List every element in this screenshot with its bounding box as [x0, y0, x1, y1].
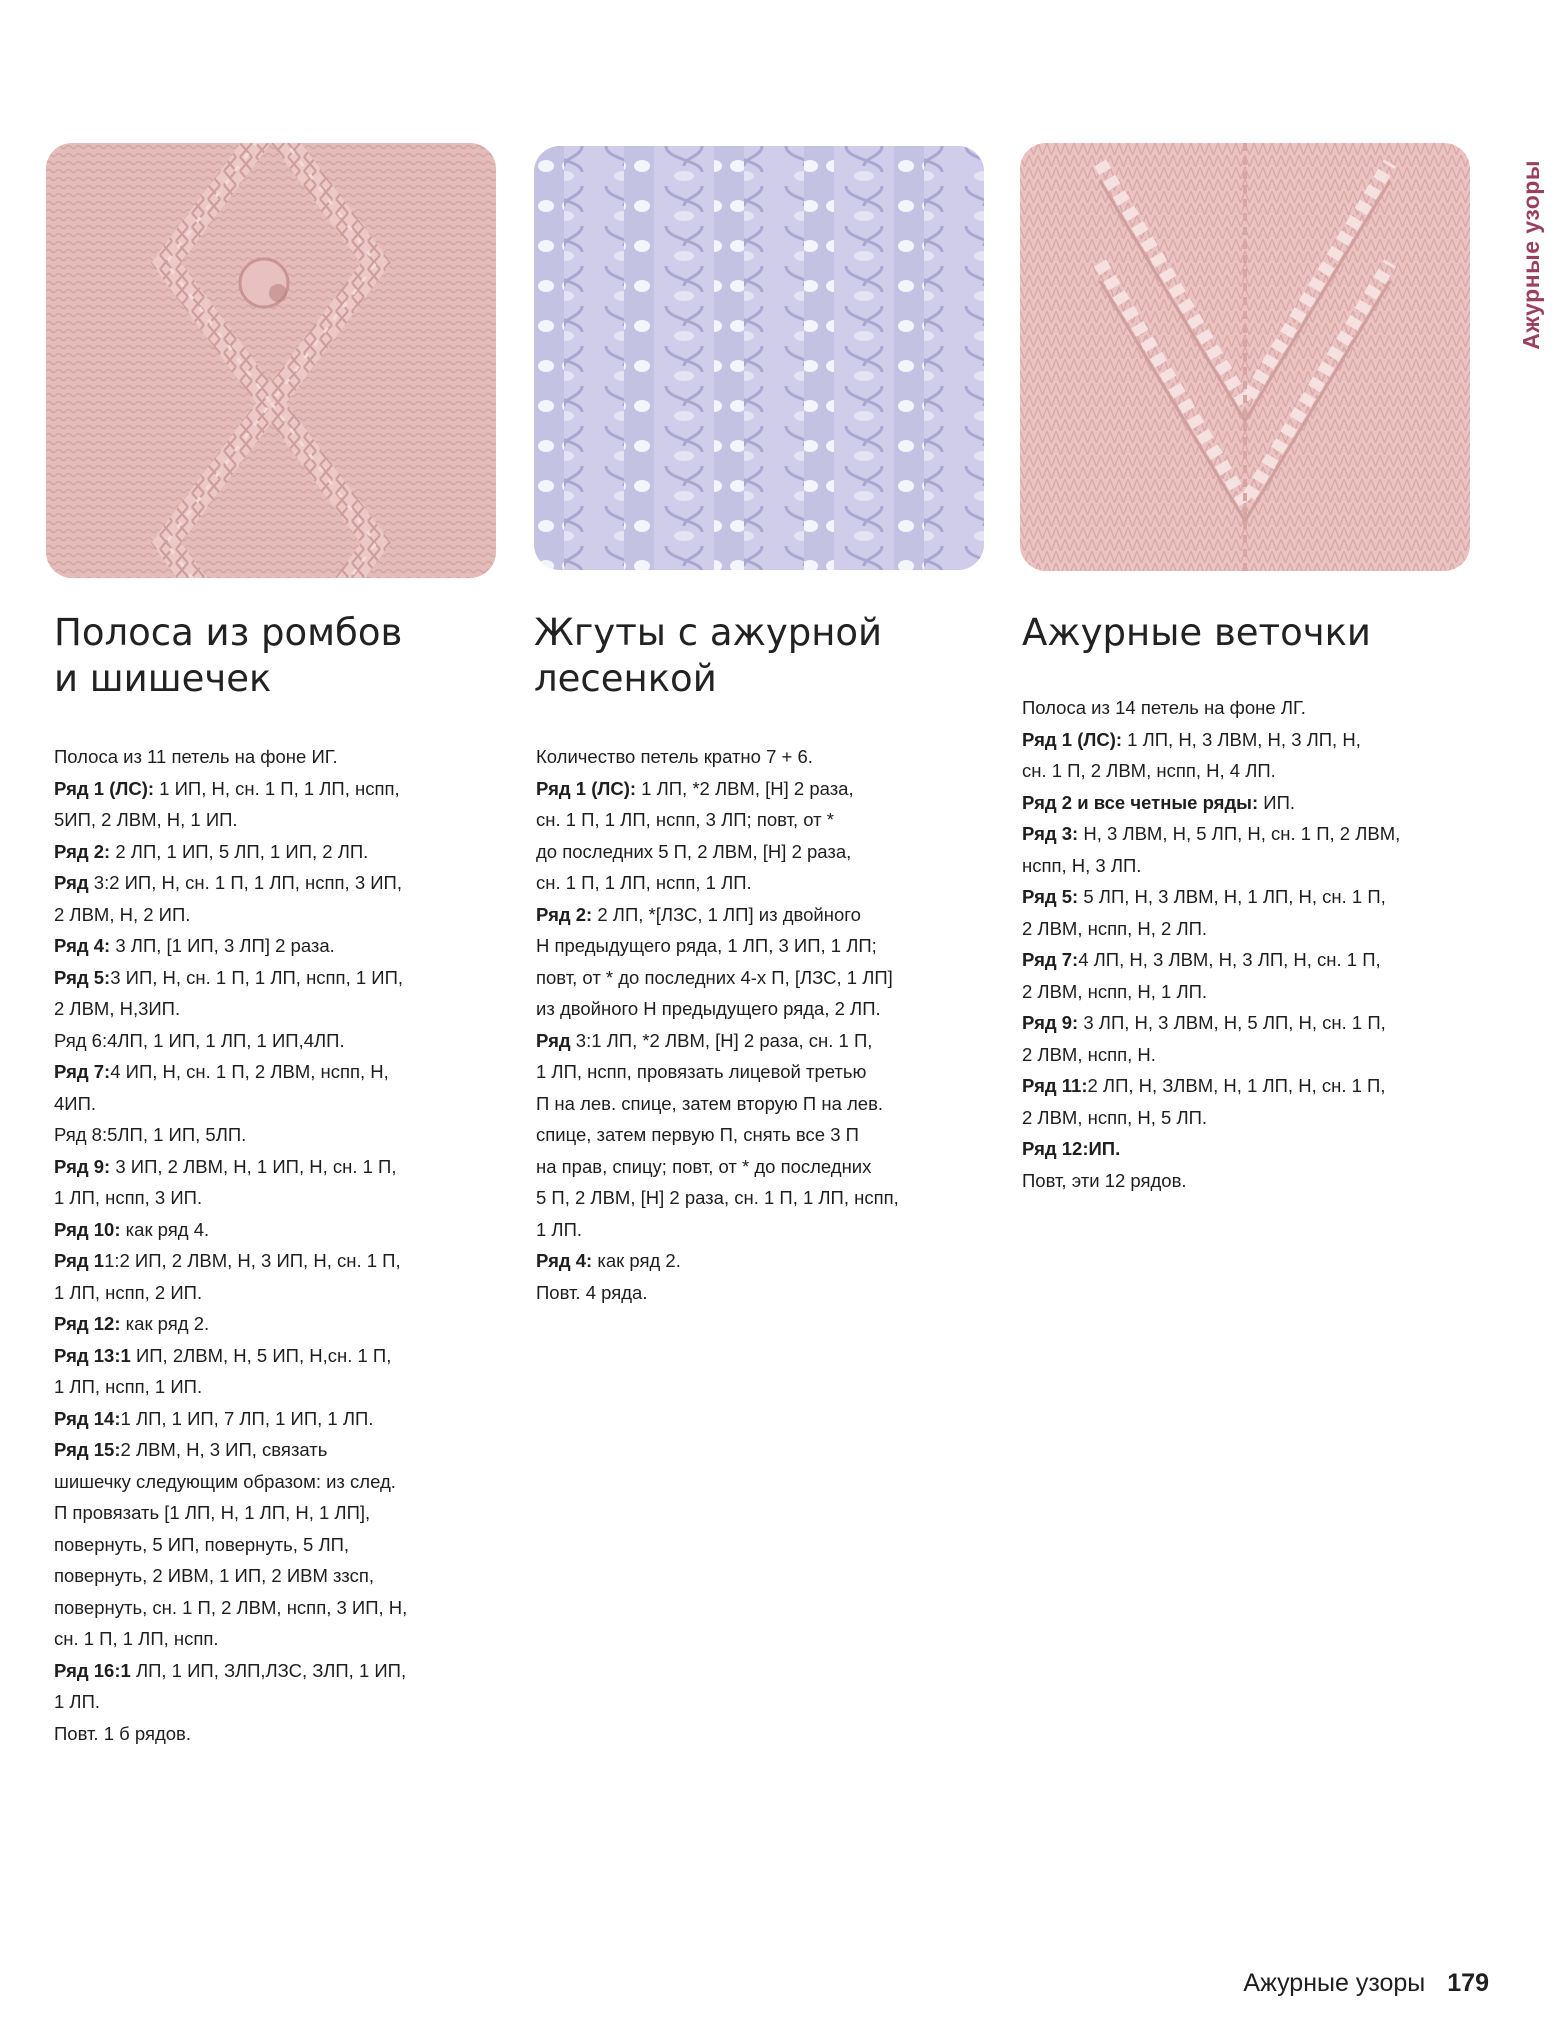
row-text: Ряд 8:5ЛП, 1 ИП, 5ЛП. [54, 1124, 247, 1145]
row-text: повернуть, сн. 1 П, 2 ЛВМ, нспп, 3 ИП, Н, [54, 1596, 408, 1618]
swatch-photo-cables [534, 146, 984, 570]
instruction-line [54, 993, 407, 1025]
row-text: 4 ЛП, Н, 3 ЛВМ, Н, 3 ЛП, Н, сн. 1 П, [1078, 949, 1381, 970]
row-text: сн. 1 П, 1 ЛП, нспп, 3 ЛП; повт, от * [536, 809, 834, 830]
row-text: 2 ЛВМ, Н, 3 ИП, связать [120, 1439, 328, 1460]
instruction-line [1022, 976, 1400, 1008]
footer-section-title: Ажурные узоры [1243, 1969, 1426, 1997]
row-text: 2 ЛП, *[ЛЗС, 1 ЛП] из двойного [592, 903, 861, 925]
row-text: Н предыдущего ряда, 1 ЛП, 3 ИП, 1 ЛП; [536, 935, 877, 956]
row-text: 3:2 ИП, Н, сн. 1 П, 1 ЛП, нспп, 3 ИП, [88, 872, 402, 893]
instruction-line [536, 899, 899, 931]
instruction-line [54, 1308, 407, 1340]
instruction-line [54, 1056, 407, 1088]
instruction-line [54, 1214, 407, 1246]
row-label: Ряд 5: [54, 966, 111, 988]
side-section-tab [1501, 140, 1561, 370]
instruction-line [1022, 913, 1400, 945]
row-text: 1 ЛП, Н, 3 ЛВМ, Н, 3 ЛП, Н, [1122, 728, 1361, 750]
row-label: Ряд 10: [54, 1218, 121, 1240]
row-label: Ряд 13:1 [54, 1344, 131, 1366]
instruction-line [1022, 1007, 1400, 1039]
row-text: П провязать [1 ЛП, Н, 1 ЛП, Н, 1 ЛП], [54, 1502, 371, 1523]
instruction-line [54, 1497, 407, 1529]
instruction-line [1022, 755, 1400, 787]
title-line: Полоса из ромбов [54, 611, 403, 654]
row-label: Ряд 3: [1022, 823, 1079, 844]
row-text: 1 ЛП, нспп, 2 ИП. [54, 1281, 203, 1303]
row-text: 2 ЛВМ, нспп, Н, 1 ЛП. [1022, 980, 1208, 1002]
row-text: 1 ЛП, нспп, 1 ИП. [54, 1376, 203, 1397]
row-label: Ряд 1 [54, 1250, 105, 1271]
row-text: сн. 1 П, 2 ЛВМ, нспп, Н, 4 ЛП. [1022, 760, 1276, 781]
pattern-title-diamonds [54, 610, 402, 702]
instruction-line [1022, 818, 1400, 850]
row-text: 5ИП, 2 ЛВМ, Н, 1 ИП. [54, 809, 238, 830]
row-text: повт, от * до последних 4-х П, [ЛЗС, 1 ЛП] [536, 966, 893, 988]
instruction-line [1022, 881, 1400, 913]
instruction-line [536, 1151, 899, 1183]
instruction-line [54, 1277, 407, 1309]
row-text: 2 ЛВМ, Н,3ИП. [54, 998, 181, 1019]
row-text: 2 ЛВМ, нспп, Н. [1022, 1043, 1156, 1065]
row-label: Ряд 14: [54, 1407, 121, 1429]
pattern-instructions-cables [536, 741, 899, 1308]
instruction-line [54, 1655, 407, 1687]
title-line: лесенкой [534, 657, 717, 700]
instruction-line [1022, 1102, 1400, 1134]
row-label: Ряд 2: [54, 840, 111, 862]
instruction-line [536, 1245, 899, 1277]
row-text: 2 ЛП, 1 ИП, 5 ЛП, 1 ИП, 2 ЛП. [110, 840, 369, 862]
knit-cables-image [534, 146, 984, 570]
pattern-instructions-lace-twigs [1022, 692, 1400, 1196]
row-text: шишечку следующим образом: из след. [54, 1470, 396, 1492]
row-text: Полоса из 11 петель на фоне ИГ. [54, 746, 338, 767]
row-text: ЛП, 1 ИП, ЗЛП,ЛЗС, ЗЛП, 1 ИП, [130, 1659, 407, 1681]
row-text: 3 ИП, Н, сн. 1 П, 1 ЛП, нспп, 1 ИП, [110, 966, 404, 988]
instruction-line [536, 1182, 899, 1214]
row-text: 5 ЛП, Н, 3 ЛВМ, Н, 1 ЛП, Н, сн. 1 П, [1078, 886, 1386, 907]
instruction-line [54, 1623, 407, 1655]
row-text: 1:2 ИП, 2 ЛВМ, Н, 3 ИП, Н, сн. 1 П, [104, 1250, 401, 1271]
row-text: Повт. 4 ряда. [536, 1281, 648, 1303]
swatch-photo-diamonds [46, 143, 496, 578]
instruction-line [54, 1529, 407, 1561]
swatch-photo-lace-twigs [1020, 143, 1470, 571]
instruction-line [54, 1466, 407, 1498]
page-number: 179 [1447, 1969, 1489, 1997]
row-label: Ряд 9: [54, 1155, 111, 1177]
instruction-line [1022, 850, 1400, 882]
title-line: и шишечек [54, 657, 272, 700]
row-label: Ряд 2 и все четные ряды: [1022, 791, 1259, 813]
instruction-line [1022, 724, 1400, 756]
row-text: 2 ЛВМ, Н, 2 ИП. [54, 903, 191, 925]
row-text: 1 ЛП. [54, 1691, 101, 1712]
instruction-line [536, 1088, 899, 1120]
row-text: ИП. [1258, 791, 1296, 813]
row-text: 3 ИП, 2 ЛВМ, Н, 1 ИП, Н, сн. 1 П, [110, 1155, 397, 1177]
pattern-title-lace-twigs [1022, 610, 1371, 656]
pattern-instructions-diamonds [54, 741, 407, 1749]
instruction-line [54, 1340, 407, 1372]
row-text: 1 ЛП, *2 ЛВМ, [Н] 2 раза, [636, 777, 854, 799]
row-label: Ряд 12:ИП. [1022, 1138, 1121, 1159]
row-text: как ряд 2. [120, 1313, 210, 1334]
row-text: 1 ЛП. [536, 1218, 583, 1240]
title-line: Жгуты с ажурной [534, 611, 883, 654]
row-label: Ряд 16:1 [54, 1659, 131, 1681]
instruction-line [54, 1718, 407, 1750]
row-text: как ряд 4. [120, 1218, 210, 1240]
row-label: Ряд 2: [536, 903, 593, 925]
instruction-line [54, 867, 407, 899]
row-text: 3 ЛП, Н, 3 ЛВМ, Н, 5 ЛП, Н, сн. 1 П, [1078, 1012, 1386, 1033]
row-text: 2 ЛП, Н, ЗЛВМ, Н, 1 ЛП, Н, сн. 1 П, [1087, 1075, 1386, 1096]
row-label: Ряд 4: [536, 1250, 593, 1271]
row-text: Н, 3 ЛВМ, Н, 5 ЛП, Н, сн. 1 П, 2 ЛВМ, [1078, 823, 1401, 844]
page-footer [1243, 1969, 1489, 1998]
row-text: 2 ЛВМ, нспп, Н, 2 ЛП. [1022, 917, 1208, 939]
instruction-line [536, 1025, 899, 1057]
row-text: как ряд 2. [592, 1250, 681, 1271]
row-text: сн. 1 П, 1 ЛП, нспп, 1 ЛП. [536, 872, 752, 893]
row-label: Ряд [54, 872, 89, 893]
instruction-line [536, 962, 899, 994]
row-text: 5 П, 2 ЛВМ, [Н] 2 раза, сн. 1 П, 1 ЛП, нспп, [536, 1187, 899, 1208]
instruction-line [1022, 1165, 1400, 1197]
row-text: Количество петель кратно 7 + 6. [536, 746, 813, 767]
instruction-line [54, 1245, 407, 1277]
instruction-line [54, 899, 407, 931]
instruction-line [536, 1056, 899, 1088]
instruction-line [54, 1151, 407, 1183]
instruction-line [54, 1182, 407, 1214]
instruction-line [54, 1371, 407, 1403]
row-text: Полоса из 14 петель на фоне ЛГ. [1022, 697, 1306, 718]
row-label: Ряд 11: [1022, 1075, 1088, 1096]
side-section-label: Ажурные узоры [1517, 160, 1544, 350]
row-text: нспп, Н, 3 ЛП. [1022, 854, 1142, 876]
instruction-line [536, 804, 899, 836]
instruction-line [54, 1119, 407, 1151]
row-label: Ряд 1 (ЛС): [1022, 728, 1123, 750]
row-label: Ряд [536, 1029, 571, 1051]
instruction-line [1022, 1133, 1400, 1165]
instruction-line [536, 741, 899, 773]
row-text: Ряд 6:4ЛП, 1 ИП, 1 ЛП, 1 ИП,4ЛП. [54, 1029, 345, 1051]
instruction-line [536, 930, 899, 962]
row-text: 1 ИП, Н, сн. 1 П, 1 ЛП, нспп, [154, 777, 400, 799]
instruction-line [536, 773, 899, 805]
title-line: Ажурные веточки [1022, 611, 1371, 654]
instruction-line [54, 1686, 407, 1718]
row-text: 1 ЛП, нспп, провязать лицевой третью [536, 1061, 867, 1082]
row-text: Повт. 1 б рядов. [54, 1722, 192, 1744]
pattern-title-cables [534, 610, 882, 702]
instruction-line [536, 1277, 899, 1309]
row-text: повернуть, 5 ИП, повернуть, 5 ЛП, [54, 1533, 350, 1555]
instruction-line [536, 836, 899, 868]
instruction-line [536, 867, 899, 899]
instruction-line [54, 930, 407, 962]
row-label: Ряд 4: [54, 935, 111, 956]
instruction-line [54, 1434, 407, 1466]
instruction-line [54, 1592, 407, 1624]
row-text: сн. 1 П, 1 ЛП, нспп. [54, 1628, 219, 1649]
row-text: 2 ЛВМ, нспп, Н, 5 ЛП. [1022, 1106, 1208, 1128]
instruction-line [54, 1403, 407, 1435]
instruction-line [54, 836, 407, 868]
row-label: Ряд 5: [1022, 886, 1079, 907]
row-label: Ряд 9: [1022, 1012, 1079, 1033]
instruction-line [536, 1119, 899, 1151]
instruction-line [1022, 944, 1400, 976]
row-text: П на лев. спице, затем вторую П на лев. [536, 1092, 884, 1114]
row-label: Ряд 7: [1022, 949, 1079, 970]
row-text: 4ИП. [54, 1092, 97, 1114]
row-text: 4 ИП, Н, сн. 1 П, 2 ЛВМ, нспп, Н, [110, 1061, 389, 1082]
row-text: 3 ЛП, [1 ИП, 3 ЛП] 2 раза. [110, 935, 335, 956]
row-text: на прав, спицу; повт, от * до последних [536, 1155, 872, 1177]
knit-lace-twigs-image [1020, 143, 1470, 571]
row-text: 3:1 ЛП, *2 ЛВМ, [Н] 2 раза, сн. 1 П, [570, 1029, 873, 1051]
knit-diamonds-image [46, 143, 496, 578]
instruction-line [1022, 1039, 1400, 1071]
instruction-line [54, 962, 407, 994]
row-text: спице, затем первую П, снять все 3 П [536, 1124, 859, 1145]
instruction-line [1022, 692, 1400, 724]
row-label: Ряд 1 (ЛС): [54, 777, 155, 799]
instruction-line [1022, 787, 1400, 819]
row-label: Ряд 12: [54, 1313, 121, 1334]
row-text: из двойного Н предыдущего ряда, 2 ЛП. [536, 998, 881, 1019]
instruction-line [54, 773, 407, 805]
instruction-line [536, 993, 899, 1025]
row-text: Повт, эти 12 рядов. [1022, 1169, 1187, 1191]
instruction-line [54, 741, 407, 773]
instruction-line [54, 1025, 407, 1057]
instruction-line [1022, 1070, 1400, 1102]
row-label: Ряд 1 (ЛС): [536, 777, 637, 799]
instruction-line [54, 1088, 407, 1120]
row-text: повернуть, 2 ИВМ, 1 ИП, 2 ИВМ ззсп, [54, 1565, 374, 1586]
instruction-line [536, 1214, 899, 1246]
row-text: 1 ЛП, 1 ИП, 7 ЛП, 1 ИП, 1 ЛП. [120, 1407, 374, 1429]
row-label: Ряд 15: [54, 1439, 121, 1460]
instruction-line [54, 1560, 407, 1592]
row-text: до последних 5 П, 2 ЛВМ, [Н] 2 раза, [536, 840, 852, 862]
row-text: 1 ЛП, нспп, 3 ИП. [54, 1187, 203, 1208]
row-label: Ряд 7: [54, 1061, 111, 1082]
instruction-line [54, 804, 407, 836]
row-text: ИП, 2ЛВМ, Н, 5 ИП, Н,сн. 1 П, [130, 1344, 392, 1366]
